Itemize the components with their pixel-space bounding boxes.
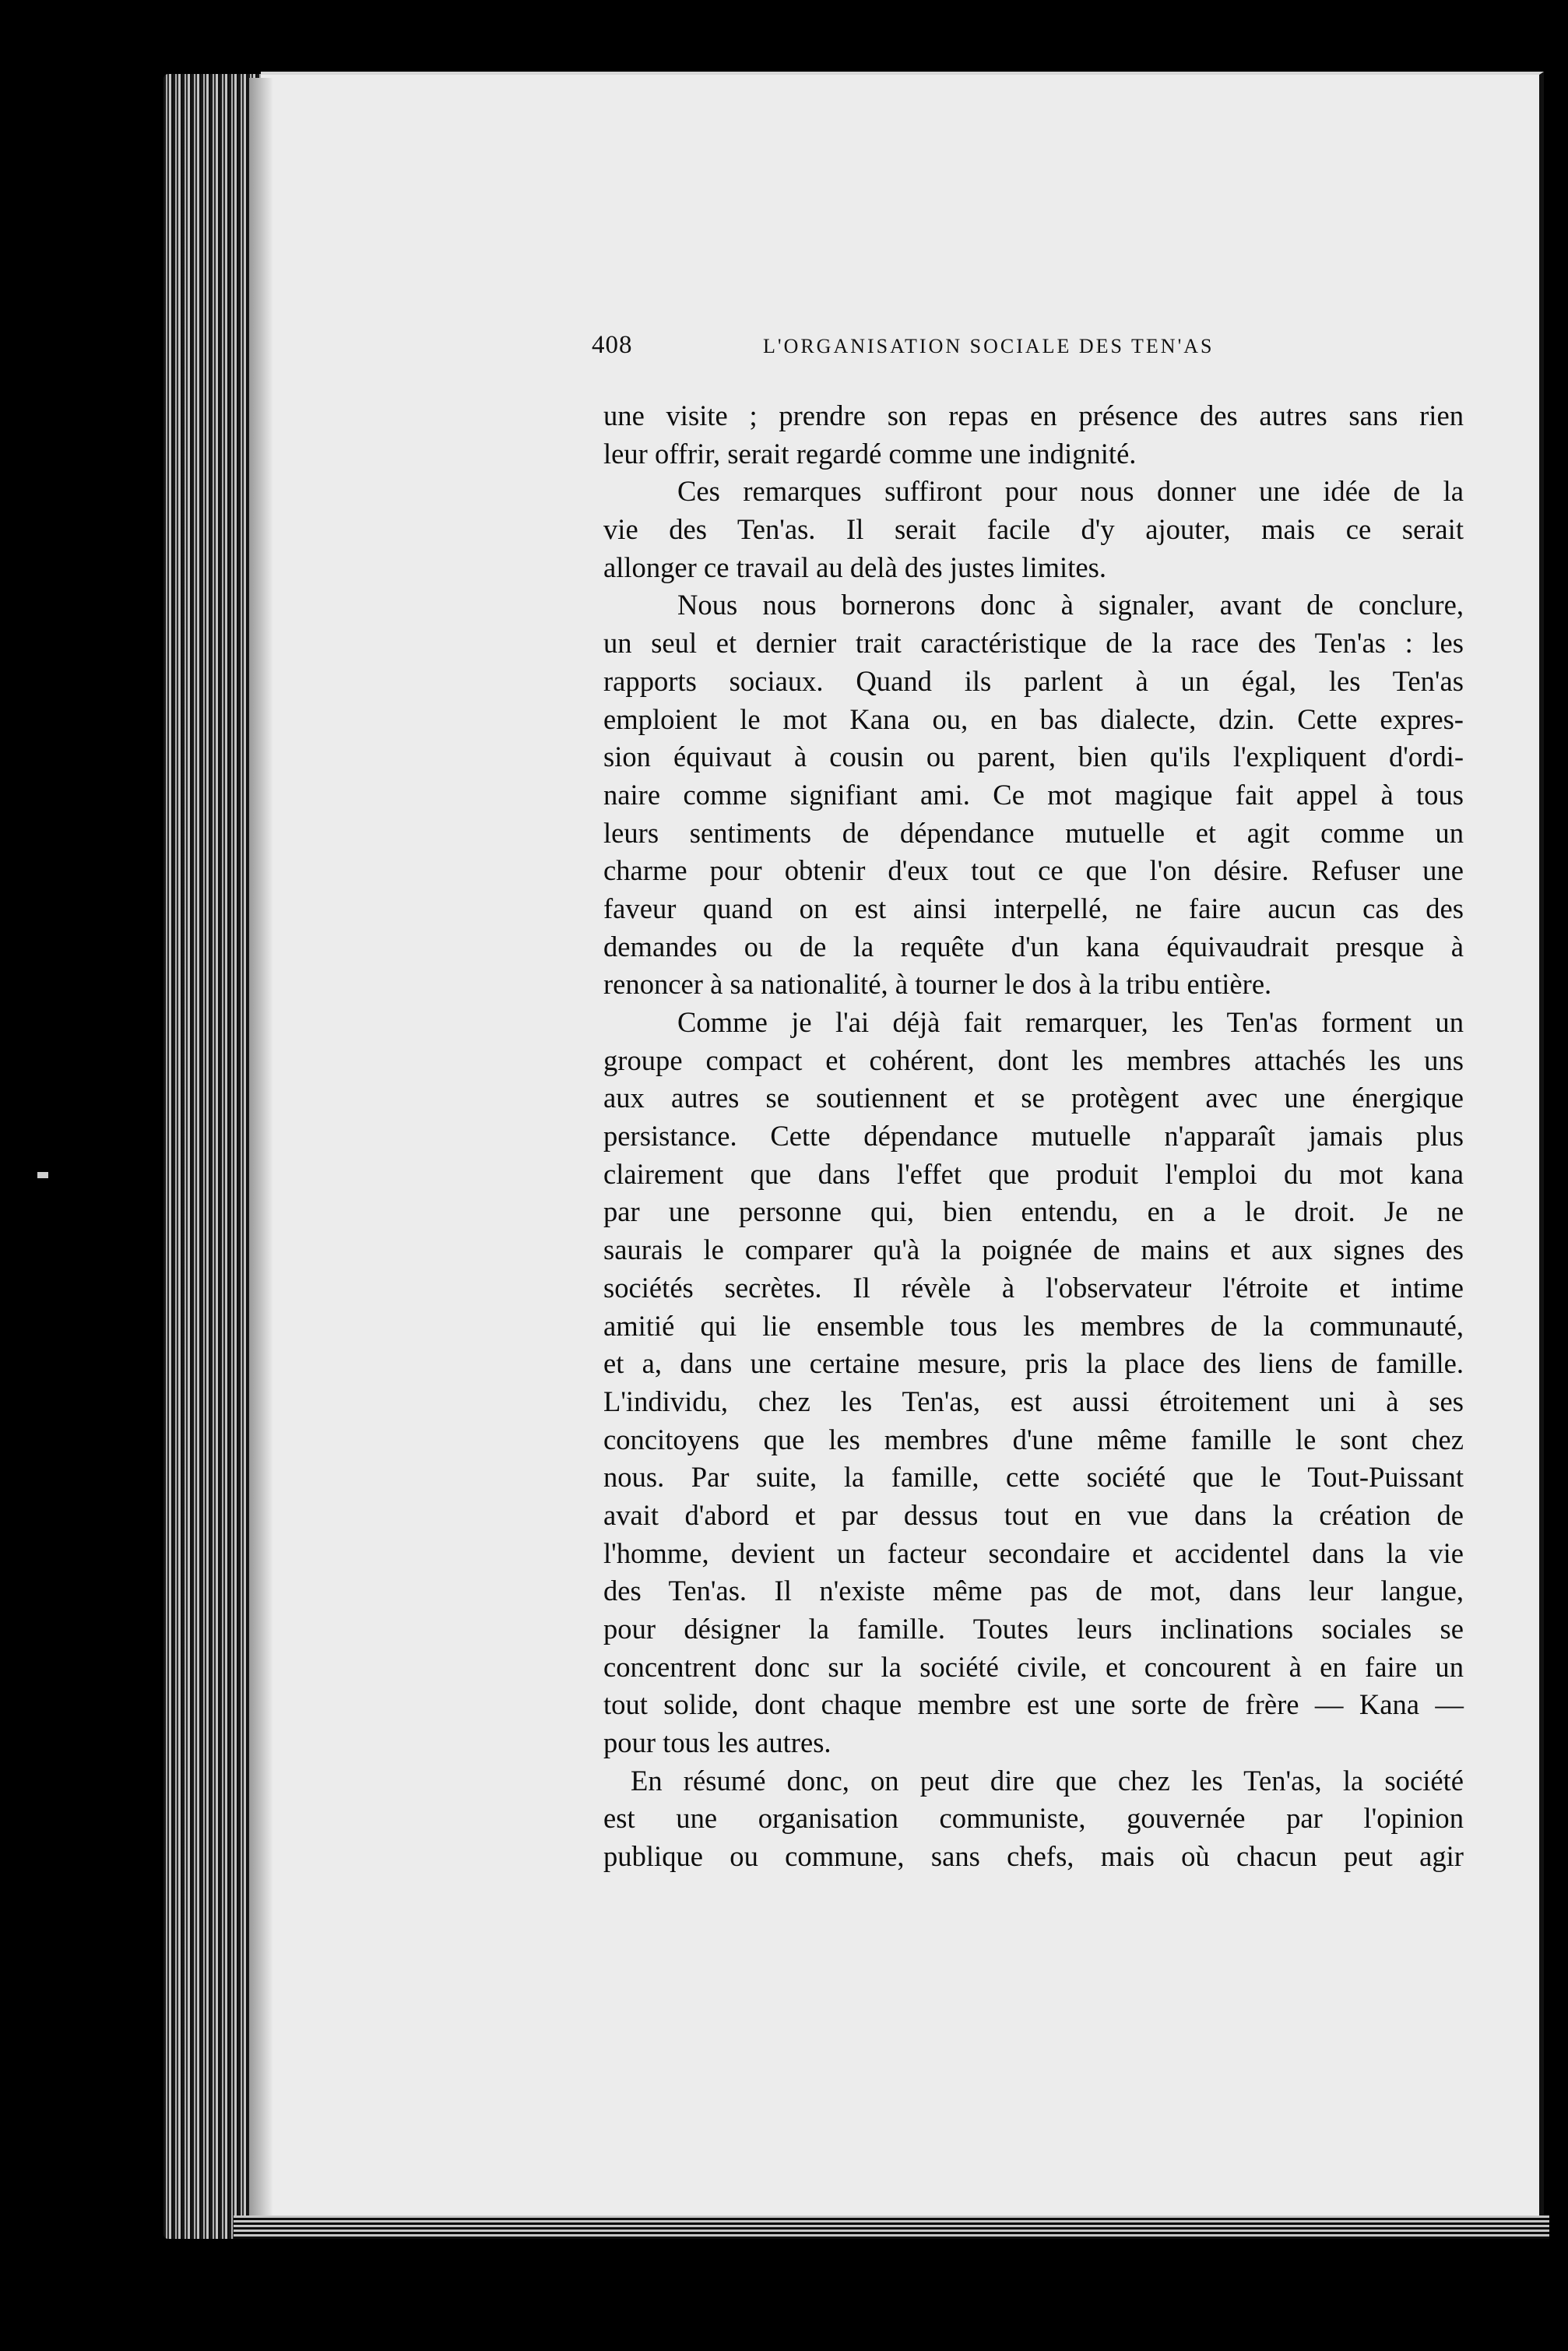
text-line: l'homme, devient un facteur secondaire et accidentel dans la vie	[603, 1536, 1464, 1569]
running-head-title: L'ORGANISATION SOCIALE DES TEN'AS	[763, 335, 1215, 357]
text-line: nous. Par suite, la famille, cette société que le Tout-Puissant	[603, 1461, 1464, 1494]
text-line: aux autres se soutiennent et se protègent avec une énergique	[603, 1082, 1464, 1114]
text-line: vie des Ten'as. Il serait facile d'y ajouter, mais ce serait	[603, 513, 1464, 546]
text-line: publique ou commune, sans chefs, mais où chacun peut agir	[603, 1840, 1464, 1873]
text-line: persistance. Cette dépendance mutuelle n'apparaît jamais plus	[603, 1120, 1464, 1153]
text-line: demandes ou de la requête d'un kana équivaudrait presque à	[603, 930, 1464, 963]
text-line: En résumé donc, on peut dire que chez les Ten'as, la société	[631, 1764, 1464, 1797]
text-line: renoncer à sa nationalité, à tourner le dos à la tribu entière.	[603, 968, 1272, 1001]
text-line: Nous nous bornerons donc à signaler, avant de conclure,	[677, 589, 1464, 621]
text-line: concentrent donc sur la société civile, et concourent à en faire un	[603, 1650, 1464, 1683]
page-gutter-shadow	[249, 78, 272, 2235]
text-line: emploient le mot Kana ou, en bas dialecte, dzin. Cette expres-	[603, 702, 1464, 735]
text-line: leurs sentiments de dépendance mutuelle et agit comme un	[603, 816, 1464, 849]
text-line: charme pour obtenir d'eux tout ce que l'on désire. Refuser une	[603, 854, 1464, 887]
text-line: naire comme signifiant ami. Ce mot magique fait appel à tous	[603, 778, 1464, 811]
text-line: faveur quand on est ainsi interpellé, ne faire aucun cas des	[603, 892, 1464, 924]
page-number: 408	[592, 331, 633, 359]
text-line: saurais le comparer qu'à la poignée de mains et aux signes des	[603, 1234, 1464, 1266]
text-line: est une organisation communiste, gouvernée par l'opinion	[603, 1802, 1464, 1835]
body-text	[603, 397, 1464, 1876]
text-line: pour tous les autres.	[603, 1726, 831, 1759]
text-line: une visite ; prendre son repas en présence des autres sans rien	[603, 399, 1464, 431]
book-bottom-edge	[234, 2216, 1549, 2239]
text-line: un seul et dernier trait caractéristique de la race des Ten'as : les	[603, 627, 1464, 660]
text-line: L'individu, chez les Ten'as, est aussi étroitement uni à ses	[603, 1385, 1464, 1417]
text-line: Comme je l'ai déjà fait remarquer, les Ten'as forment un	[677, 1006, 1464, 1038]
scan-speck	[37, 1172, 48, 1178]
text-line: avait d'abord et par dessus tout en vue dans la création de	[603, 1498, 1464, 1531]
text-line: amitié qui lie ensemble tous les membres de la communauté,	[603, 1309, 1464, 1342]
text-line: leur offrir, serait regardé comme une indignité.	[603, 437, 1137, 470]
text-line: allonger ce travail au delà des justes limites.	[603, 551, 1106, 583]
text-line: rapports sociaux. Quand ils parlent à un égal, les Ten'as	[603, 664, 1464, 697]
text-line: pour désigner la famille. Toutes leurs inclinations sociales se	[603, 1613, 1464, 1645]
text-line: par une personne qui, bien entendu, en a le droit. Je ne	[603, 1195, 1464, 1228]
text-line: sion équivaut à cousin ou parent, bien qu'ils l'expliquent d'ordi-	[603, 741, 1464, 773]
text-line: tout solide, dont chaque membre est une sorte de frère — Kana —	[603, 1688, 1464, 1721]
text-line: et a, dans une certaine mesure, pris la place des liens de famille.	[603, 1347, 1464, 1380]
text-line: clairement que dans l'effet que produit l'emploi du mot kana	[603, 1157, 1464, 1190]
text-line: sociétés secrètes. Il révèle à l'observateur l'étroite et intime	[603, 1271, 1464, 1304]
running-head	[592, 331, 1308, 370]
text-line: groupe compact et cohérent, dont les membres attachés les uns	[603, 1044, 1464, 1076]
text-line: Ces remarques suffiront pour nous donner une idée de la	[677, 475, 1464, 508]
text-line: des Ten'as. Il n'existe même pas de mot, dans leur langue,	[603, 1575, 1464, 1607]
text-line: concitoyens que les membres d'une même famille le sont chez	[603, 1423, 1464, 1455]
